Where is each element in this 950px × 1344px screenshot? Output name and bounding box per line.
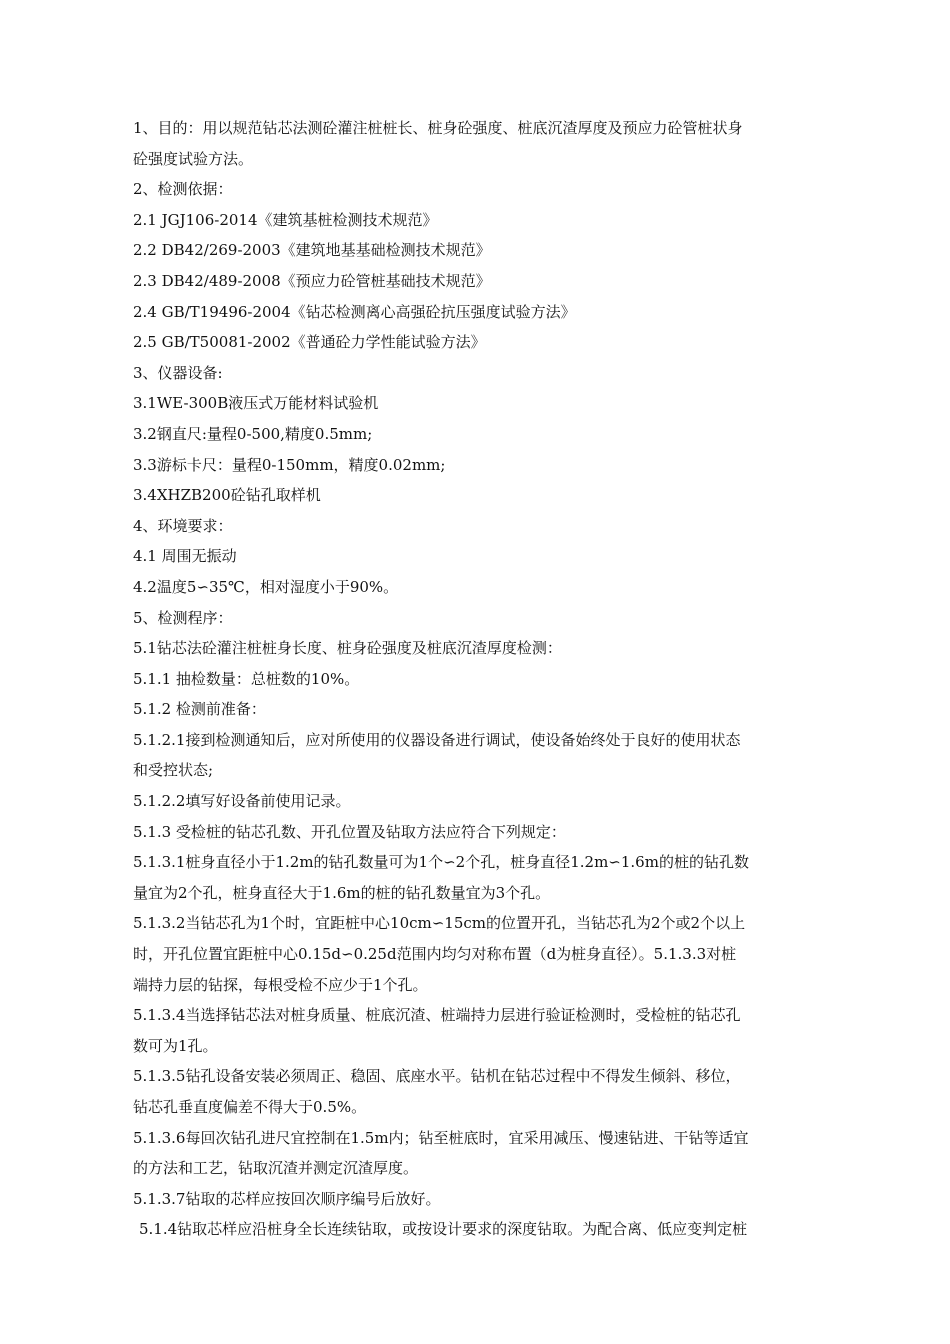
text-line: 4.2温度5∽35℃，相对湿度小于90%。 (133, 577, 399, 596)
text-line: 2.3 DB42/489-2008《预应力砼管桩基础技术规范》 (133, 271, 491, 290)
text-line: 的方法和工艺，钻取沉渣并测定沉渣厚度。 (133, 1159, 419, 1178)
text-line: 5.1.2.1接到检测通知后，应对所使用的仪器设备进行调试，使设备始终处于良好的使用状态 (133, 730, 741, 749)
text-line: 2.5 GB/T50081-2002《普通砼力学性能试验方法》 (133, 333, 486, 352)
document-body (133, 113, 833, 1245)
text-line: 5.1钻芯法砼灌注桩桩身长度、桩身砼强度及桩底沉渣厚度检测： (133, 639, 562, 658)
text-line: 5.1.2 检测前准备： (133, 700, 266, 719)
text-line: 时，开孔位置宜距桩中心0.15d∽0.25d范围内均匀对称布置（d为桩身直径）。5.1.3.3对桩 (133, 945, 737, 964)
text-line: 5.1.1 抽检数量：总桩数的10%。 (133, 669, 360, 688)
text-line: 数可为1孔。 (133, 1036, 218, 1055)
text-line: 3.1WE-300B液压式万能材料试验机 (133, 394, 379, 413)
text-line: 2.2 DB42/269-2003《建筑地基基础检测技术规范》 (133, 241, 491, 260)
text-line: 2.4 GB/T19496-2004《钻芯检测离心高强砼抗压强度试验方法》 (133, 302, 576, 321)
text-line: 4.1 周围无振动 (133, 547, 237, 566)
text-line: 砼强度试验方法。 (133, 149, 254, 168)
text-line: 3.3游标卡尺：量程0-150mm，精度0.02mm; (133, 455, 446, 474)
text-line: 端持力层的钻探，每根受检不应少于1个孔。 (133, 975, 428, 994)
text-line: 3.4XHZB200砼钻孔取样机 (133, 486, 321, 505)
section-heading: 3、仪器设备: (133, 363, 223, 382)
text-line: 5.1.3.4当选择钻芯法对桩身质量、桩底沉渣、桩端持力层进行验证检测时，受检桩的钻芯孔 (133, 1006, 741, 1025)
text-line: 钻芯孔垂直度偏差不得大于0.5%。 (133, 1098, 367, 1116)
section-heading: 4、环境要求： (133, 516, 233, 535)
text-line: 5.1.3.1桩身直径小于1.2m的钻孔数量可为1个∽2个孔，桩身直径1.2m∽1.6m的桩的钻孔数 (133, 853, 749, 872)
text-line: 5.1.3.5钻孔设备安装必须周正、稳固、底座水平。钻机在钻芯过程中不得发生倾斜、移位， (133, 1067, 741, 1086)
text-line: 5.1.3 受检桩的钻芯孔数、开孔位置及钻取方法应符合下列规定： (133, 822, 566, 841)
section-heading: 2、检测依据： (133, 180, 233, 199)
text-line: 5.1.3.7钻取的芯样应按回次顺序编号后放好。 (133, 1189, 441, 1208)
text-line: 量宜为2个孔，桩身直径大于1.6m的桩的钻孔数量宜为3个孔。 (133, 883, 551, 902)
text-line: 5.1.3.2当钻芯孔为1个时，宜距桩中心10cm∽15cm的位置开孔，当钻芯孔为2个或2个以上 (133, 914, 746, 933)
text-line: 和受控状态; (133, 761, 214, 780)
section-heading: 5、检测程序： (133, 608, 233, 627)
text-line: 5.1.4钻取芯样应沿桩身全长连续钻取，或按设计要求的深度钻取。为配合离、低应变判定桩 (139, 1220, 748, 1239)
text-line: 5.1.3.6每回次钻孔进尺宜控制在1.5m内；钻至桩底时，宜采用减压、慢速钻进、干钻等适宜 (133, 1128, 749, 1147)
text-line: 2.1 JGJ106-2014《建筑基桩检测技术规范》 (133, 210, 438, 229)
text-line: 3.2钢直尺:量程0-500,精度0.5mm; (133, 424, 373, 443)
text-line: 1、目的：用以规范钻芯法测砼灌注桩桩长、桩身砼强度、桩底沉渣厚度及预应力砼管桩状身 (133, 119, 743, 137)
text-line: 5.1.2.2填写好设备前使用记录。 (133, 792, 351, 811)
